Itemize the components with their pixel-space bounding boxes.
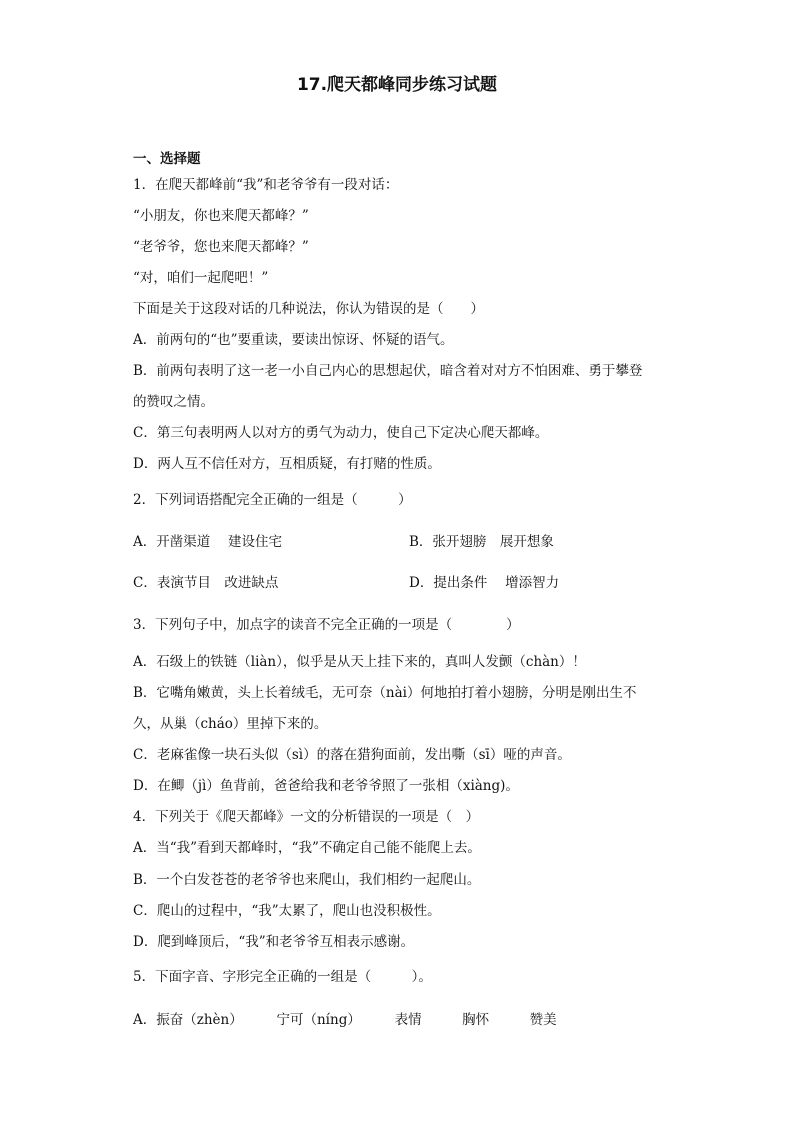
q1-option-c: C．第三句表明两人以对方的勇气为动力，使自己下定决心爬天都峰。 — [133, 425, 549, 441]
q3-option-b: B．它嘴角嫩黄，头上长着绒毛，无可奈（nài）何地拍打着小翅膀，分明是刚出生不 — [133, 685, 637, 701]
page-title: 17.爬天都峰同步练习试题 — [296, 75, 498, 95]
q2-option-b: B．张开翅膀 展开想象 — [409, 534, 554, 550]
section-heading: 一、选择题 — [133, 151, 201, 167]
q3-option-b-cont: 久，从巢（cháo）里掉下来的。 — [133, 716, 328, 732]
q5-option-a: A．振奋（zhèn） 宁可（níng） 表情 胸怀 赞美 — [133, 1012, 557, 1028]
q1-dialogue-3: “对，咱们一起爬吧！” — [133, 270, 269, 286]
q1-stem: 1．在爬天都峰前“我”和老爷爷有一段对话： — [133, 177, 399, 193]
q4-option-c: C．爬山的过程中，“我”太累了，爬山也没积极性。 — [133, 903, 441, 919]
q1-dialogue-2: “老爷爷，您也来爬天都峰？” — [133, 239, 309, 255]
q3-option-c: C．老麻雀像一块石头似（sì）的落在猎狗面前，发出嘶（sī）哑的声音。 — [133, 747, 571, 763]
q2-option-c: C．表演节目 改进缺点 — [133, 575, 279, 591]
q1-option-b-cont: 的赞叹之情。 — [133, 394, 214, 410]
q1-question: 下面是关于这段对话的几种说法，你认为错误的是（ ） — [133, 301, 484, 317]
q3-option-d: D．在鲫（jì）鱼背前，爸爸给我和老爷爷照了一张相（xiàng)。 — [133, 778, 519, 794]
q1-option-b: B．前两句表明了这一老一小自己内心的思想起伏，暗含着对对方不怕困难、勇于攀登 — [133, 363, 643, 379]
q3-stem: 3．下列句子中，加点字的读音不完全正确的一项是（ ） — [133, 617, 520, 633]
q1-option-d: D．两人互不信任对方，互相质疑，有打赌的性质。 — [133, 456, 441, 472]
q4-stem: 4．下列关于《爬天都峰》一文的分析错误的一项是（ ） — [133, 809, 480, 825]
q4-option-b: B．一个白发苍苍的老爷爷也来爬山，我们相约一起爬山。 — [133, 872, 481, 888]
q2-option-d: D．提出条件 增添智力 — [409, 575, 560, 591]
q1-dialogue-1: “小朋友，你也来爬天都峰？” — [133, 208, 309, 224]
q4-option-d: D．爬到峰顶后，“我”和老爷爷互相表示感谢。 — [133, 934, 415, 950]
q2-stem: 2．下列词语搭配完全正确的一组是（ ） — [133, 492, 412, 508]
q1-option-a: A．前两句的“也”要重读，要读出惊讶、怀疑的语气。 — [133, 332, 454, 348]
q5-stem: 5．下面字音、字形完全正确的一组是（ ）。 — [133, 969, 432, 985]
q3-option-a: A．石级上的铁链（liàn），似乎是从天上挂下来的，真叫人发颤（chàn）！ — [133, 654, 586, 670]
q4-option-a: A．当“我”看到天都峰时，“我”不确定自己能不能爬上去。 — [133, 840, 481, 856]
q2-option-a: A．开凿渠道 建设住宅 — [133, 534, 283, 550]
